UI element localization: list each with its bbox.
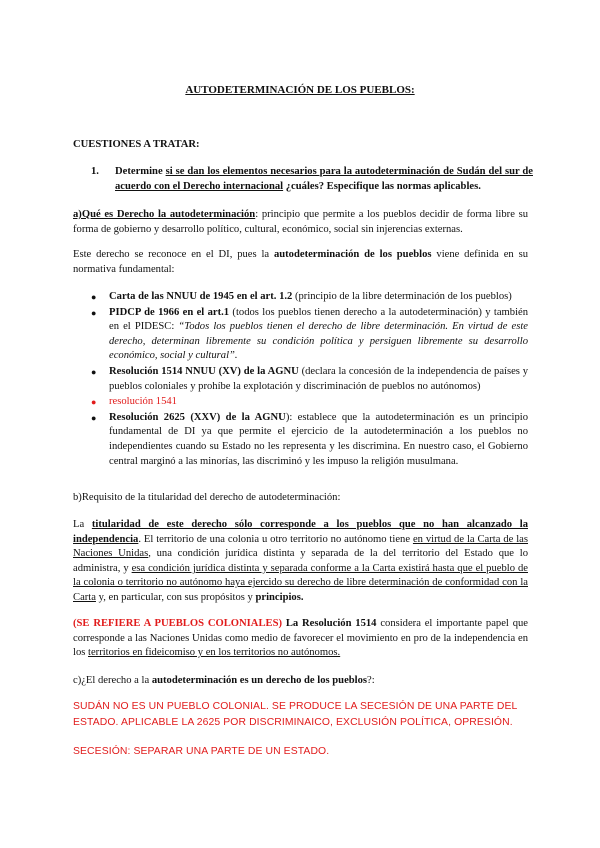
part-a-paragraph: a)Qué es Derecho la autodeterminación: principio que permite a los pueblos decidir de forma libre su forma de gobierno y desarrollo político, cultural, económico, social sin injerencias externas. [73, 209, 528, 235]
titularidad-paragraph: La titularidad de este derecho sólo corresponde a los pueblos que no han alcanzado la independencia. El territorio de una colonia u otro territorio no autónomo tiene en virtud de la Carta de las Naciones Unidas, una condición jurídica distinta y separada de la del territorio del Estado que lo administra, y esa condición jurídica distinta y separada conforme a la Carta existirá hasta que el pueblo de la colonia o territorio no autónomo haya ejercido su derecho de libre determinación de conformidad con la Carta y, en particular, con sus propósitos y principios. [73, 519, 529, 603]
section-heading: CUESTIONES A TRATAR: [73, 139, 200, 150]
bullet-icon: ● [91, 292, 97, 302]
red-note-sudan: SUDÁN NO ES UN PUEBLO COLONIAL. SE PRODUCE LA SECESIÓN DE UNA PARTE DEL ESTADO. APLICABLE LA 2625 POR DISCRIMINAICO, EXCLUSIÓN POLÍTICA, OPRESIÓN. [73, 701, 518, 728]
bullet-resolucion-1541: ● resolución 1541 [73, 395, 528, 410]
part-c-paragraph: c)¿El derecho a la autodeterminación es un derecho de los pueblos?: [73, 675, 375, 686]
question-1: 1. Determine si se dan los elementos necesarios para la autodeterminación de Sudán del sur de acuerdo con el Derecho internacional ¿cuáles? Especifique las normas aplicables. [91, 166, 533, 192]
question-underlined: si se dan los elementos necesarios para la autodeterminación de Sudán del sur de acuerdo con el Derecho internacional [115, 166, 533, 192]
bullet-resolucion-1514: ● Resolución 1514 NNUU (XV) de la AGNU (declara la concesión de la independencia de países y pueblos coloniales y prohíbe la explotación y discriminación de pueblos no autónomos) [91, 365, 529, 392]
coloniales-paragraph: (SE REFIERE A PUEBLOS COLONIALES) La Resolución 1514 considera el importante papel que corresponde a las Naciones Unidas como medio de favorecer el movimiento en pro de la independencia en los territorios en fideicomiso y en los territorios no autónomos. [73, 618, 528, 659]
red-note-secesion: SECESIÓN: SEPARAR UNA PARTE DE UN ESTADO. [73, 746, 330, 757]
bullet-icon: ● [91, 397, 97, 408]
bullet-icon: ● [91, 366, 97, 377]
question-list [73, 165, 533, 194]
part-a-label: a)Qué es Derecho la autodeterminación [73, 209, 256, 220]
bullet-pidcp: ● PIDCP de 1966 en el art.1 (todos los pueblos tienen derecho a la autodeterminación) y también en el PIDESC: “Todos los pueblos tienen el derecho de libre determinación. En virtud de este derecho, determinan libremente su condición política y persiguen libremente su desarrollo económico, social y cultural”. [91, 306, 529, 362]
di-paragraph: Este derecho se reconoce en el DI, pues la autodeterminación de los pueblos viene definida en su normativa fundamental: [73, 249, 528, 275]
part-b-label: b)Requisito de la titularidad del derecho de autodeterminación: [73, 492, 341, 503]
bullet-icon: ● [91, 412, 97, 423]
document-title: AUTODETERMINACIÓN DE LOS PUEBLOS: [185, 84, 415, 96]
bullet-resolucion-2625: ● Resolución 2625 (XXV) de la AGNU): establece que la autodeterminación es un principio fundamental de DI ya que permite el ejercicio de la autodeterminación a los pueblos no independientes cuando su Estado no les representa y les discrimina. En nuestro caso, el Gobierno central marginó a las minorías, las discriminó y les impuso la religión musulmana. [91, 411, 528, 467]
norms-bullet-list [73, 290, 528, 470]
bullet-carta: ● Carta de las NNUU de 1945 en el art. 1.2 (principio de la libre determinación de los pueblos) [73, 290, 528, 305]
bullet-icon: ● [91, 307, 97, 318]
question-number: 1. [91, 166, 99, 177]
